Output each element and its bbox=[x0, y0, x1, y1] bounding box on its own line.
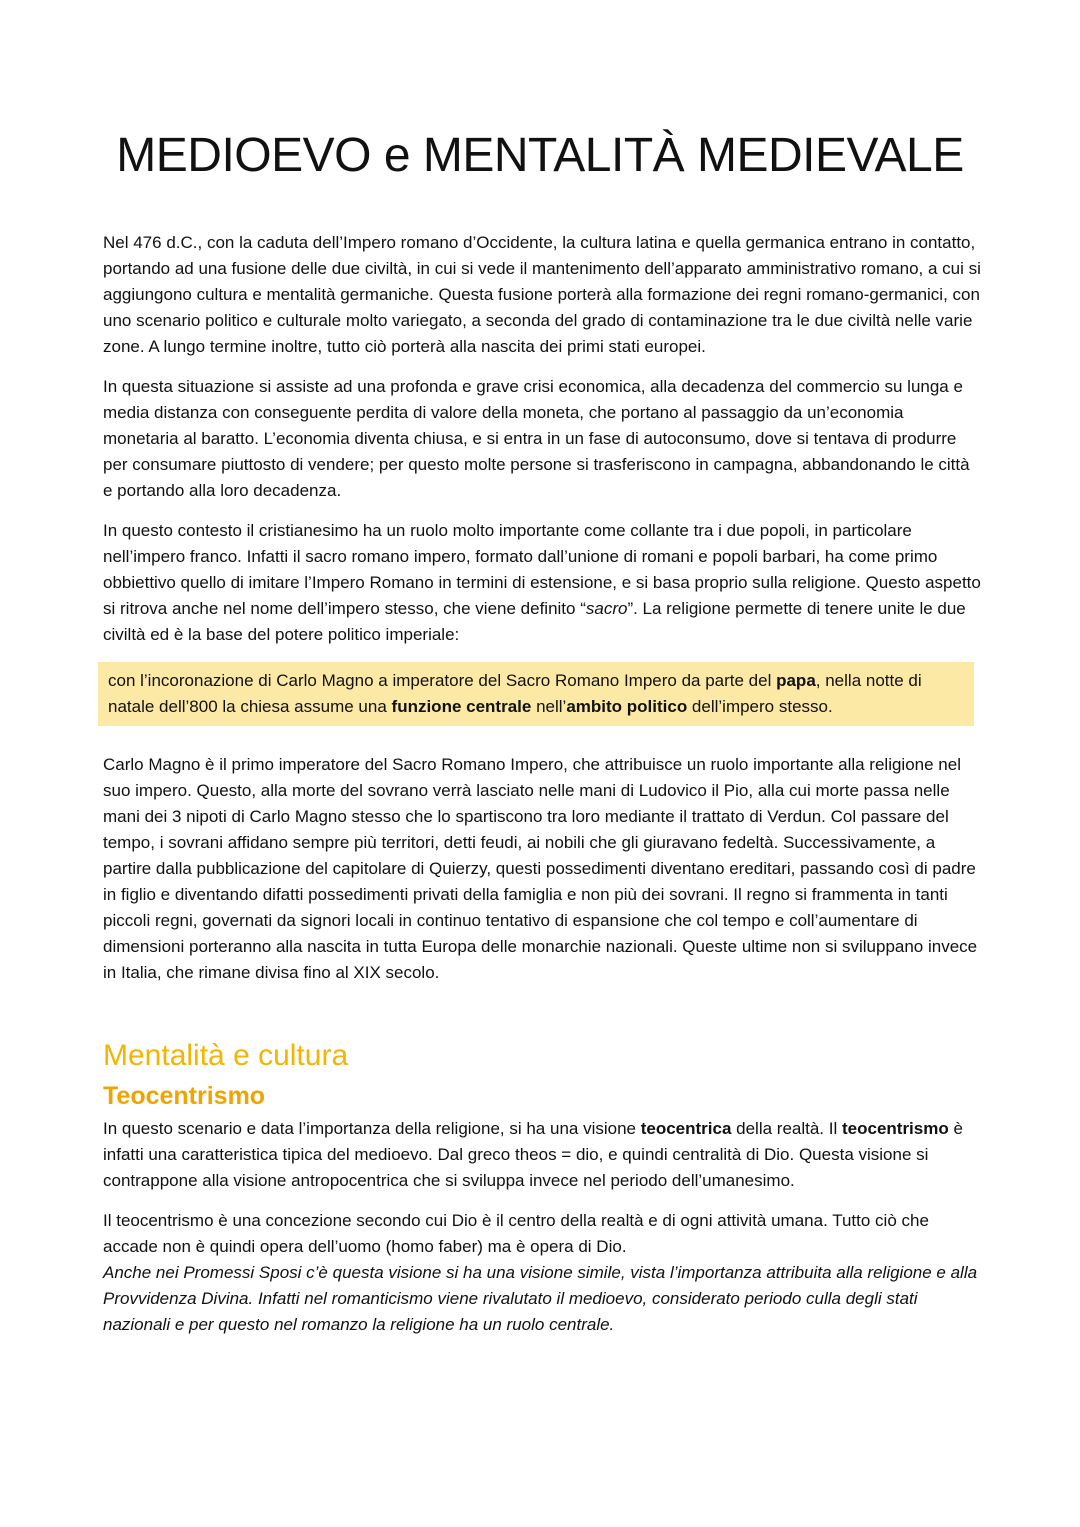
text-span: Il teocentrismo è una concezione secondo cui Dio è il centro della realtà e di ogni attività umana. Tutto ciò che accade non è quindi opera dell’uomo (homo faber) ma è opera di Dio. bbox=[103, 1211, 929, 1256]
text-span: ”. La religione permette di tenere unite le due civiltà ed è la base del potere politico imperiale: bbox=[103, 599, 966, 644]
document-body bbox=[103, 230, 983, 1338]
text-span: è infatti una caratteristica tipica del medioevo. Dal greco theos = dio, e quindi centralità di Dio. Questa visione si contrappone alla visione antropocentrica che si sviluppa invece nel periodo dell’umanesimo. bbox=[103, 1119, 963, 1190]
paragraph-christianity bbox=[103, 518, 983, 648]
subsection-heading: Teocentrismo bbox=[103, 1082, 266, 1110]
highlighted-block bbox=[98, 662, 974, 726]
text-span: In questo contesto il cristianesimo ha un ruolo molto importante come collante tra i due popoli, in particolare nell’impero franco. Infatti il sacro romano impero, formato dall’unione di romani e popoli barbari, ha come primo obbiettivo quello di imitare l’Impero Romano in termini di estensione, e si basa proprio sulla religione. Questo aspetto si ritrova anche nel nome dell’impero stesso, che viene definito “ bbox=[103, 521, 981, 618]
bold-term: papa bbox=[776, 671, 816, 690]
paragraph-carlo-magno: Carlo Magno è il primo imperatore del Sacro Romano Impero, che attribuisce un ruolo importante alla religione nel suo impero. Questo, alla morte del sovrano verrà lasciato nelle mani di Ludovico il Pio, alla cui morte passa nelle mani dei 3 nipoti di Carlo Magno stesso che lo spartiscono tra loro mediante il trattato di Verdun. Col passare del tempo, i sovrani affidano sempre più territori, detti feudi, ai nobili che gli giuravano fedeltà. Successivamente, a partire dalla pubblicazione del capitolare di Quierzy, questi possedimenti diventano ereditari, passando così di padre in figlio e diventando difatti possedimenti privati della famiglia e non più dei sovrani. Il regno si frammenta in tanti piccoli regni, governati da signori locali in continuo tentativo di espansione che col tempo e coll’aumentare di dimensioni porteranno alla nascita in tutta Europa delle monarchie nazionali. Queste ultime non si sviluppano invece in Italia, che rimane divisa fino al XIX secolo. bbox=[103, 755, 978, 982]
text-span: della realtà. Il bbox=[731, 1119, 842, 1138]
text-span: dell’impero stesso. bbox=[687, 697, 833, 716]
paragraph-economy: In questa situazione si assiste ad una profonda e grave crisi economica, alla decadenza del commercio su lunga e media distanza con conseguente perdita di valore della moneta, che portano al passaggio da un’economia monetaria al baratto. L’economia diventa chiusa, e si entra in un fase di autoconsumo, dove si tentava di produrre per consumare piuttosto di vendere; per questo molte persone si trasferiscono in campagna, abbandonando le città e portando alla loro decadenza. bbox=[103, 377, 970, 500]
text-span: In questo scenario e data l’importanza della religione, si ha una visione bbox=[103, 1119, 641, 1138]
page-title: MEDIOEVO e MENTALITÀ MEDIEVALE bbox=[116, 129, 964, 182]
bold-term: teocentrismo bbox=[841, 1119, 949, 1138]
text-span: , nella notte di natale dell’800 la chiesa assume una bbox=[108, 671, 922, 716]
highlighted-text bbox=[108, 668, 962, 720]
paragraph-teocentrismo-1 bbox=[103, 1116, 983, 1194]
text-span: con l’incoronazione di Carlo Magno a imperatore del Sacro Romano Impero da parte del bbox=[108, 671, 777, 690]
text-span: nell’ bbox=[531, 697, 567, 716]
paragraph-teocentrismo-2 bbox=[103, 1208, 983, 1338]
bold-term: teocentrica bbox=[640, 1119, 732, 1138]
italic-term: sacro bbox=[585, 599, 628, 618]
paragraph-intro: Nel 476 d.C., con la caduta dell’Impero romano d’Occidente, la cultura latina e quella germanica entrano in contatto, portando ad una fusione delle due civiltà, in cui si vede il mantenimento dell’apparato amministrativo romano, a cui si aggiungono cultura e mentalità germaniche. Questa fusione porterà alla formazione dei regni romano-germanici, con uno scenario politico e culturale molto variegato, a seconda del grado di contaminazione tra le due civiltà nelle varie zone. A lungo termine inoltre, tutto ciò porterà alla nascita dei primi stati europei. bbox=[103, 233, 981, 356]
bold-term: funzione centrale bbox=[391, 697, 532, 716]
bold-term: ambito politico bbox=[566, 697, 688, 716]
section-heading: Mentalità e cultura bbox=[103, 1039, 349, 1072]
italic-note: Anche nei Promessi Sposi c’è questa visione si ha una visione simile, vista l’importanza attribuita alla religione e alla Provvidenza Divina. Infatti nel romanticismo viene rivalutato il medioevo, considerato periodo culla degli stati nazionali e per questo nel romanzo la religione ha un ruolo centrale. bbox=[103, 1263, 978, 1334]
